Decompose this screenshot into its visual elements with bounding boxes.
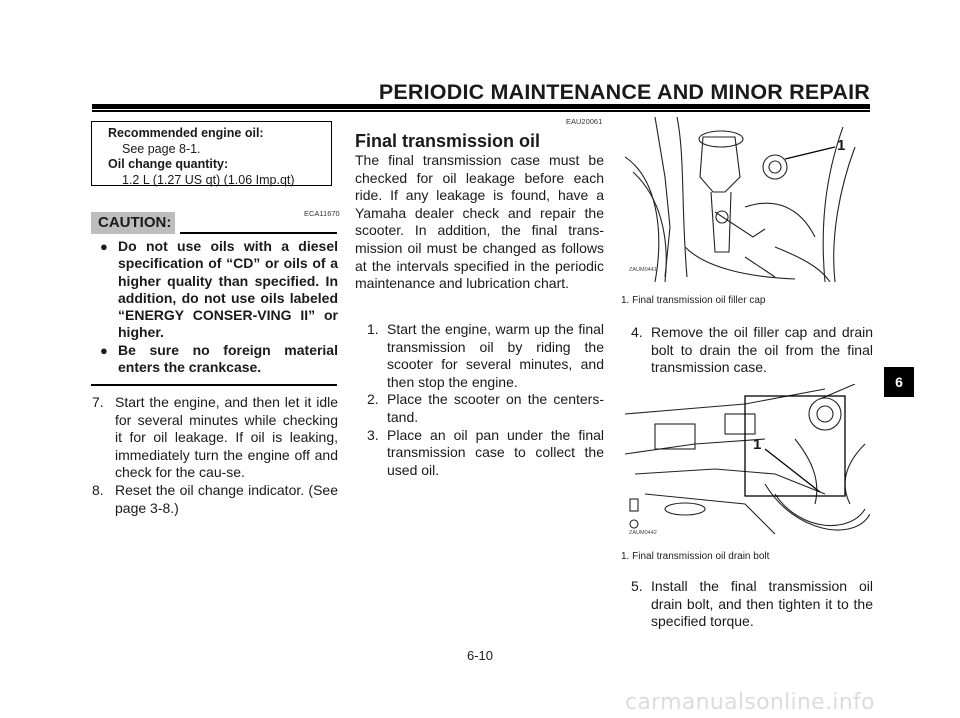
chapter-tab: 6 [884,367,914,397]
step-number: 5. [631,578,643,594]
step-number: 2. [367,391,379,408]
step-5 [621,578,873,631]
drain-bolt-illustration [625,384,870,542]
step-number: 7. [92,394,104,410]
step-item [355,427,604,480]
figure1-code: ZAUM0441 [629,267,657,273]
step-text: Start the engine, and then let it idle for several minutes while checking it for oil leakage. If oil is leaking, immediately turn the engine off and check for the cau-se. [115,394,338,481]
oil-box-value-quantity: 1.2 L (1.27 US qt) (1.06 Imp.qt) [122,172,295,187]
step-text: Start the engine, warm up the final transmission oil by riding the scooter for several minutes, and then stop the engine. [387,321,604,390]
step-text: Place the scooter on the centers-tand. [387,391,604,425]
step-text: Place an oil pan under the final transmission case to collect the used oil. [387,426,604,478]
caution-rule [180,232,337,234]
watermark: carmanualsonline.info [625,690,875,715]
caution-bullet-text: Do not use oils with a diesel specification of “CD” or oils of a higher quality than specified. In addition, do not use oils labeled “ENERGY CONSER-VING II” or higher. [118,238,338,341]
caution-code: ECA11670 [304,209,340,218]
step-item [355,391,604,426]
step-item [92,482,338,517]
caution-bullet-text: Be sure no foreign material enters the crankcase. [118,341,338,376]
step-number: 1. [367,321,379,337]
step-item [92,394,338,482]
oil-box-value-engine-oil: See page 8-1. [122,141,201,156]
figure-oil-drain-bolt [625,384,870,542]
figure2-code: ZAUM0442 [629,530,657,536]
figure1-callout: 1 [837,137,846,154]
bullet-icon: ● [100,342,108,358]
section-title: Final transmission oil [355,131,541,151]
col1-steps [92,394,338,517]
figure2-callout: 1 [753,436,762,453]
step-text: Remove the oil filler cap and drain bolt to drain the oil from the final transmission case. [651,324,873,376]
step-item [621,324,873,377]
caution-end-rule [91,384,337,386]
bullet-icon: ● [100,239,108,254]
step-item [355,321,604,391]
oil-box-label-quantity: Oil change quantity: [108,157,229,171]
step-number: 3. [367,426,379,443]
caution-label: CAUTION: [91,212,175,234]
step-4 [621,324,873,377]
section-intro: The final transmission case must be checked for oil leakage before each ride. If any leakage is found, have a Yamaha dealer check and repair the scooter. In addition, the final trans-mission oil must be changed as follows at the intervals specified in the periodic maintenance and lubrication chart. [355,152,604,292]
figure2-caption: 1. Final transmission oil drain bolt [621,551,770,562]
filler-cap-illustration [625,117,870,282]
figure-oil-filler-cap [625,117,870,282]
step-number: 8. [92,481,104,498]
oil-box-label-engine-oil: Recommended engine oil: [108,126,264,140]
figure1-caption: 1. Final transmission oil filler cap [621,295,766,306]
page-number: 6-10 [466,648,494,663]
header-rule [92,104,870,109]
caution-bullets [100,238,338,376]
oil-spec-box [91,121,332,186]
page-header-title: PERIODIC MAINTENANCE AND MINOR REPAIR [378,80,870,104]
caution-bullet [100,238,338,342]
header-rule-thin [92,110,870,112]
step-item [621,578,873,631]
step-number: 4. [631,324,643,340]
section-code: EAU20061 [566,117,603,126]
step-text: Install the final transmission oil drain bolt, and then tighten it to the specified torque. [651,578,873,630]
step-text: Reset the oil change indicator. (See page 3-8.) [115,481,338,516]
caution-bullet [100,342,338,377]
col2-steps [355,321,604,479]
